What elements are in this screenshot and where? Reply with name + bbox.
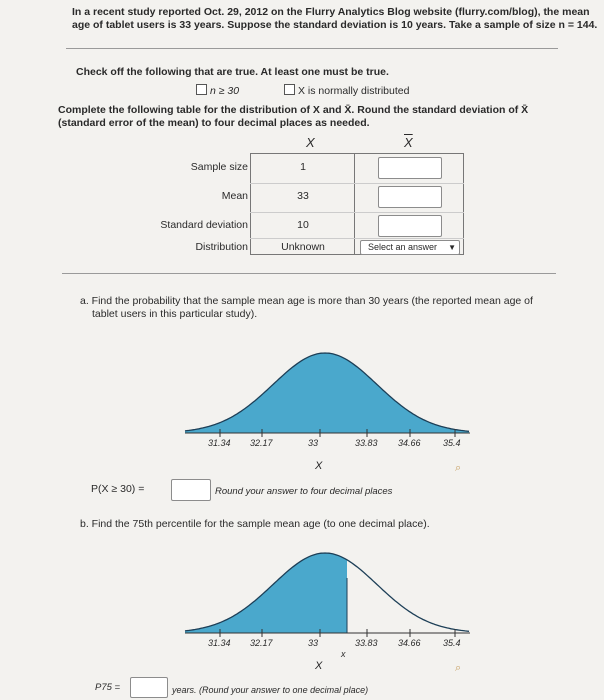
table-instruction-1: Complete the following table for the distribution of X and X̄. Round the standard deviation of X̄ <box>58 104 529 116</box>
tick-label: 31.34 <box>208 638 231 648</box>
tick-label: 33 <box>308 638 319 648</box>
header-xbar: $\overline{X}$ <box>404 135 413 150</box>
p75-label: P75 = <box>95 682 121 693</box>
xbar-distribution-select[interactable] <box>360 240 460 255</box>
check-option-n30-label: n ≥ 30 <box>210 85 240 97</box>
chevron-down-icon: ▼ <box>448 243 456 252</box>
x-mean: 33 <box>297 190 309 202</box>
tick-label: 35.4 <box>443 438 461 448</box>
check-prompt: Check off the following that are true. At least one must be true. <box>76 66 389 78</box>
magnifier-icon[interactable]: ⌕ <box>455 662 462 674</box>
magnifier-icon[interactable]: ⌕ <box>455 462 462 474</box>
axis-label-b: X <box>315 660 323 672</box>
normal-curve-b <box>180 540 480 645</box>
normal-curve-a <box>180 340 480 445</box>
part-a-question-2: tablet users in this particular study). <box>92 308 258 320</box>
intro-line-2: age of tablet users is 33 years. Suppose the standard deviation is 10 years. Take a sample of size n = 144. <box>72 19 598 31</box>
xbar-sd-input[interactable] <box>378 215 442 237</box>
row-label-sample-size: Sample size <box>190 161 248 173</box>
checkbox-n30[interactable] <box>196 84 207 95</box>
x-distribution: Unknown <box>281 241 325 253</box>
tick-label: 31.34 <box>208 438 231 448</box>
row-label-distribution: Distribution <box>195 241 248 253</box>
part-a-question-1: a. Find the probability that the sample mean age is more than 30 years (the reported mean age of <box>80 295 533 307</box>
round-note-b: years. (Round your answer to one decimal place) <box>172 685 369 695</box>
probability-input[interactable] <box>171 479 211 501</box>
check-option-n30[interactable] <box>196 84 239 98</box>
tick-label: 34.66 <box>398 438 421 448</box>
select-label: Select an answer <box>368 242 438 252</box>
table-instruction-2: (standard error of the mean) to four decimal places as needed. <box>58 117 370 129</box>
tick-label: 34.66 <box>398 638 421 648</box>
tick-label: 33.83 <box>355 438 378 448</box>
check-option-normal-label: X is normally distributed <box>298 85 410 97</box>
tick-label: 33.83 <box>355 638 378 648</box>
check-option-normal[interactable] <box>284 84 409 98</box>
marker-label: x <box>341 649 346 659</box>
tick-label: 35.4 <box>443 638 461 648</box>
divider <box>66 48 558 49</box>
round-note-a: Round your answer to four decimal places <box>215 486 393 497</box>
axis-label-a: X <box>315 460 323 472</box>
xbar-mean-input[interactable] <box>378 186 442 208</box>
x-sample-size: 1 <box>300 161 306 173</box>
checkbox-normal[interactable] <box>284 84 295 95</box>
p75-input[interactable] <box>130 677 168 698</box>
tick-label: 32.17 <box>250 438 273 448</box>
header-x: X <box>306 135 315 150</box>
part-b-question: b. Find the 75th percentile for the sample mean age (to one decimal place). <box>80 518 430 530</box>
prob-label: P(X ≥ 30) = <box>91 483 145 495</box>
x-sd: 10 <box>297 219 309 231</box>
row-label-sd: Standard deviation <box>160 219 248 231</box>
distribution-table <box>156 153 464 255</box>
divider <box>62 273 556 274</box>
row-label-mean: Mean <box>221 190 248 202</box>
tick-label: 33 <box>308 438 319 448</box>
intro-line-1: In a recent study reported Oct. 29, 2012 on the Flurry Analytics Blog website (flurry.com/blog), the mean <box>72 6 590 18</box>
xbar-sample-size-input[interactable] <box>378 157 442 179</box>
tick-label: 32.17 <box>250 638 273 648</box>
